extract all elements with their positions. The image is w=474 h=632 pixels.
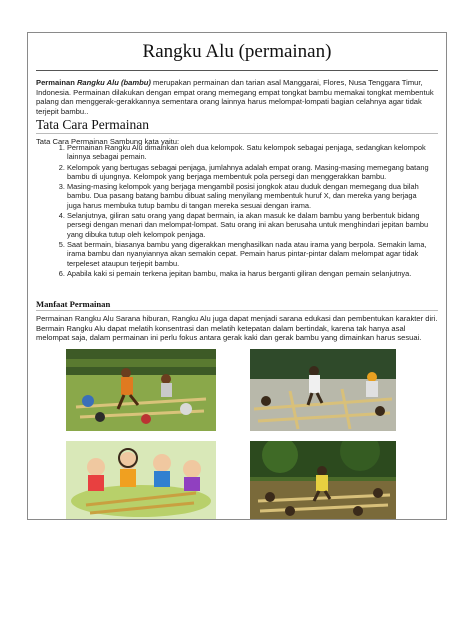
intro-lead-italic: Rangku Alu (bambu) — [76, 78, 151, 87]
subsection-heading: Manfaat Permainan — [36, 299, 111, 309]
photo-kids-bamboo-paved — [250, 349, 396, 431]
subsection-divider — [36, 310, 438, 311]
section-divider — [36, 133, 438, 134]
page-title: Rangku Alu (permainan) — [142, 41, 332, 62]
list-item: 1. Permainan Rangku Alu dimainkan oleh dua kelompok. Satu kelompok sebagai penjaga, sedangkan kelompok lainnya sebagai pemain. — [67, 143, 432, 162]
list-item: 5. Saat bermain, biasanya bambu yang digerakkan menghasilkan nada atau irama yang berpola. Semakin lama, irama bambu dan nyanyiannya akan semakin cepat. Pemain harus pintar-pintar dalam melompat agar tidak terpeleset ataupun terjepit bambu. — [67, 240, 432, 268]
document-page — [27, 32, 447, 520]
title-divider — [36, 70, 438, 71]
section-intro: Tata Cara Permainan Sambung kata yaitu: — [36, 137, 180, 146]
photo-kids-bamboo-forest — [250, 441, 396, 519]
intro-text: merupakan permainan dan tarian asal Manggarai, Flores, Nusa Tenggara Timur, Indonesia. Permainan dilakukan dengan empat orang memegang empat tongkat bambu memakai tongkat membentuk palang dan menggerak-gerakkannya sementara orang lainnya harus melompat-lompati bagian celahnya agar tidak terjepit bambu.. — [36, 78, 434, 116]
intro-lead — [36, 78, 151, 87]
intro-lead-text: Permainan — [36, 78, 77, 87]
manfaat-paragraph: Permainan Rangku Alu Sarana hiburan, Rangku Alu juga dapat menjadi sarana edukasi dan pembentukan karakter diri. Bermain Rangku Alu dapat melatih konsentrasi dan melatih ketepatan dalam bertindak, karena tak hanya asal melompat saja, dalam permainan ini perlu fokus antara gerak kaki dan gerak bambu yang dimainkan harus sesuai. — [36, 314, 438, 343]
list-item: 3. Masing-masing kelompok yang berjaga mengambil posisi jongkok atau duduk dengan memegang dua bilah bambu. Dua pasang batang bambu dibuat saling menyilang membentuk huruf X, dan mereka yang berjaga juga harus membuka tutup bambu di tangan mereka sesuai dengan irama. — [67, 182, 432, 210]
illustration-kids-dancing — [66, 441, 216, 519]
steps-list — [53, 143, 432, 279]
list-item: 4. Selanjutnya, giliran satu orang yang dapat bermain, ia akan masuk ke dalam bambu yang berbentuk bidang persegi dengan menari dan melompat-lompat. Satu orang ini akan berusaha untuk menghindari jepitan bambu yang dibuka tutup oleh kelompok penjaga. — [67, 211, 432, 239]
photo-kids-bamboo-grass — [66, 349, 216, 431]
list-item: 2. Kelompok yang bertugas sebagai penjaga, jumlahnya adalah empat orang. Masing-masing memegang batang bambu di ujungnya. Kelompok yang berjaga membentuk pola persegi dan menggerakkan bambu. — [67, 163, 432, 182]
intro-paragraph — [36, 78, 438, 116]
section-heading: Tata Cara Permainan — [36, 117, 150, 132]
list-item: 6. Apabila kaki si pemain terkena jepitan bambu, maka ia harus berganti giliran dengan pemain selanjutnya. — [67, 269, 432, 278]
